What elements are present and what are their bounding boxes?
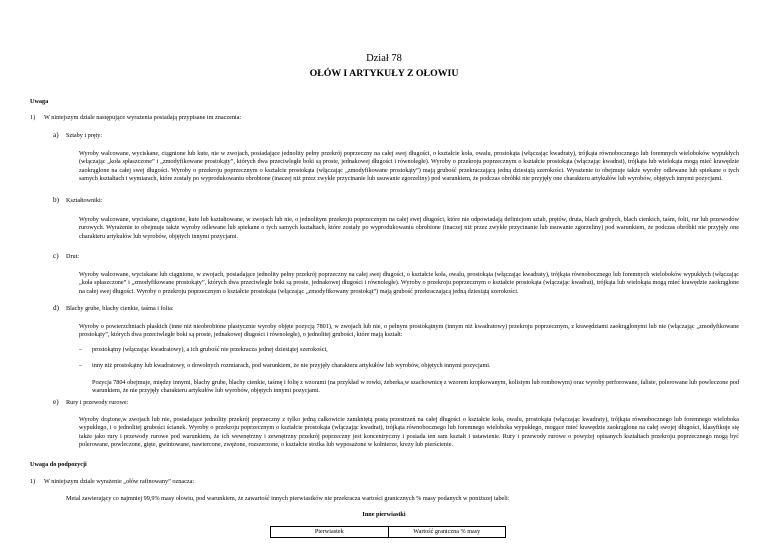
section-d-title: Blachy grube, blachy cienkie, taśma i folia: [66, 305, 174, 312]
table-header-element: Pierwiastek [271, 527, 389, 538]
section-c-text: Wyroby walcowane, wyciskane lub ciągnione, w zwojach, posiadające jednolity pełny przekrój poprzeczny na całej swej długości, o kształcie koła, owalu, prostokąta (włączając kwadraty), trójkąta równobocznego lub foremnych wieloboków wypukłych (włączając „koła spłaszczone” i „zmodyfikowane prostokąty”, których dwa przeciwległe boki są proste, jednakowej długości i równoległe). Wyroby o przekroju poprzecznym o kształcie prostokąta (włączając kwadrat), trójkąta lub wielokąta mogą mieć krawędzie zaokrąglone na całej swej długości. Wyroby o przekroju poprzecznym o kształcie prostokąta (włączając „zmodyfikowany prostokąt”) mają grubość przekraczającą jedną dziesiątą szerokości. [79, 271, 739, 295]
uwaga-item1-text: W niniejszym dziale następujące wyrażenia posiadają przypisane im znaczenia: [44, 114, 242, 121]
section-d-bullet1: prostokątny (włączając kwadratowy), a ich grubość nie przekracza jednej dziesiątej szerokości, [92, 346, 328, 353]
section-e-title: Rury i przewody rurowe: [66, 399, 129, 406]
chapter-number-title: Dział 78 [366, 53, 402, 64]
podpozycji-item1-text: W niniejszym dziale wyrażenie „ołów rafinowany” oznacza: [44, 478, 195, 485]
section-d-letter: d) [53, 304, 59, 312]
section-d-bullet1-dash: – [79, 346, 83, 353]
section-d-text: Wyroby o powierzchniach płaskich (inne niż nieobrobione plastycznie wyroby objęte pozycją 7801), w zwojach lub nie, o pełnym prostokątnym (innym niż kwadratowy) przekroju poprzecznym, z krawędziami zaokrąglonymi lub nie (włączając „zmodyfikowane prostokąty”, których dwa przeciwległe boki są proste, jednakowej długości i równoległe), o jednolitej grubości, które mają kształt: [79, 323, 739, 339]
section-c-title: Drut: [66, 253, 80, 260]
section-d-bullet2-dash: – [79, 362, 83, 369]
table-header-limit: Wartość graniczna % masy [388, 527, 505, 538]
section-e-text: Wyroby drążone,w zwojach lub nie, posiadające jednolity przekrój poprzeczny z tylko jedną całkowicie zamkniętą pustą przestrzeń na całej długości o kształcie koła, owalu, prostokąta (włączając kwadraty), trójkąta równobocznego lub foremnego wieloboka wypukłego, i o jednolitej grubości ścianek. Wyroby o przekroju poprzecznym o kształcie prostokąta (włączając kwadrat), trójkąta równobocznego lub foremnego wieloboka wypukłego, mogące mieć krawędzie zaokrąglone na całej swojej długości, klasyfikuje się także jako rury i przewody rurowe pod warunkiem, że ich wewnętrzny i zewnętrzny przekrój poprzeczny jest koncentryczny i posiada ten sam kształt i ustawienie. Rury i przewody rurowe o powyżej opisanych kształtach przekroju poprzecznego mogą być polerowane, powleczone, gięte, gwintowane, nawiercone, zwężone, rozszerzone, o kształcie stożka lub wyposażone w kołnierze, krezy lub pierścienie. [79, 416, 739, 448]
section-a-letter: a) [53, 131, 59, 139]
section-a-title: Sztaby i pręty: [66, 132, 103, 139]
chapter-main-title: OŁÓW I ARTYKUŁY Z OŁOWIU [309, 68, 459, 79]
uwaga-podpozycji-heading: Uwaga do podpozycji [30, 461, 87, 468]
section-b-title: Kształtowniki: [66, 197, 103, 204]
podpozycji-item1-number: 1) [30, 478, 36, 485]
elements-table [270, 526, 506, 538]
table-header-row [271, 527, 506, 538]
uwaga-heading: Uwaga [30, 98, 49, 105]
section-c-letter: c) [53, 252, 59, 260]
section-b-text: Wyroby walcowane, wyciskane, ciągnione, kute lub kształtowane, w zwojach lub nie, o jednolitym przekroju poprzecznym na całej swej długości, które nie odpowiadają definicjom sztab, prętów, druta, blach grubych, blach cienkich, taśm, folii, rur lub przewodów rurowych. Wyrażenie to obejmuje także wyroby odlewane lub spiekane o tych samych kształtach, które zostały po wyprodukowaniu obrobione (inaczej niż przez zwykłe przycinanie lub usuwanie zgorzeliny) pod warunkiem, że podczas obróbki nie przyjęły one charakteru artykułów lub wyrobów, objętych innymi pozycjami. [79, 216, 739, 240]
section-a-text: Wyroby walcowane, wyciskane, ciągnione lub kute, nie w zwojach, posiadające jednolity pełny przekrój poprzeczny na całej swej długości, o kształcie koła, owalu, prostokąta (włączając kwadraty), trójkąta równobocznego lub foremnych wieloboków wypukłych (włączając „koła spłaszczone” i „zmodyfikowane prostokąty”, których dwa przeciwległe boki są proste, jednakowej długości i równoległe). Wyroby o przekroju poprzecznym o kształcie prostokąta (włączając kwadrat), trójkąta lub wielokąta mogą mieć krawędzie zaokrąglone na całej swej długości. Wyroby o przekroju poprzecznym o kształcie prostokąta (włączając „zmodyfikowane prostokąty”) mają grubość przekraczającą jedną dziesiątą szerokości. Wyrażenie to obejmuje także wyroby odlewane lub spiekane o tych samych kształtach i wymiarach, które zostały po wyprodukowaniu obrobione (inaczej niż przez zwykłe przycinanie lub usuwanie zgorzeliny) pod warunkiem, że podczas obróbki nie przyjęły one charakteru artykułów lub wyrobów, objętych innymi pozycjami. [79, 150, 739, 182]
metal-definition-text: Metal zawierający co najmniej 99,9% masy ołowiu, pod warunkiem, że zawartość innych pierwiastków nie przekracza wartości granicznych % masy podanych w poniższej tabeli: [66, 495, 510, 502]
uwaga-item1-number: 1) [30, 114, 36, 121]
elements-table-title: Inne pierwiastki [362, 511, 406, 518]
section-b-letter: b) [53, 196, 59, 204]
section-d-bullet2: inny niż prostokątny lub kwadratowy, o dowolnych rozmiarach, pod warunkiem, że nie przyjęły charakteru artykułów lub wyrobów, objętych innymi pozycjami. [92, 362, 491, 369]
section-e-letter: e) [53, 398, 59, 406]
section-d-text2: Pozycja 7804 obejmuje, między innymi, blachy grube, blachy cienkie, taśmę i folię z wzorami (na przykład w rowki, żeberka,w szachownicę z wzorem kropkowanym, kolistym lub rombowym) oraz wyroby perforowane, faliste, polerowane lub powleczone pod warunkiem, że nie przyjęły charakteru artykułów lub wyrobów, objętych innymi pozycjami. [92, 379, 739, 395]
